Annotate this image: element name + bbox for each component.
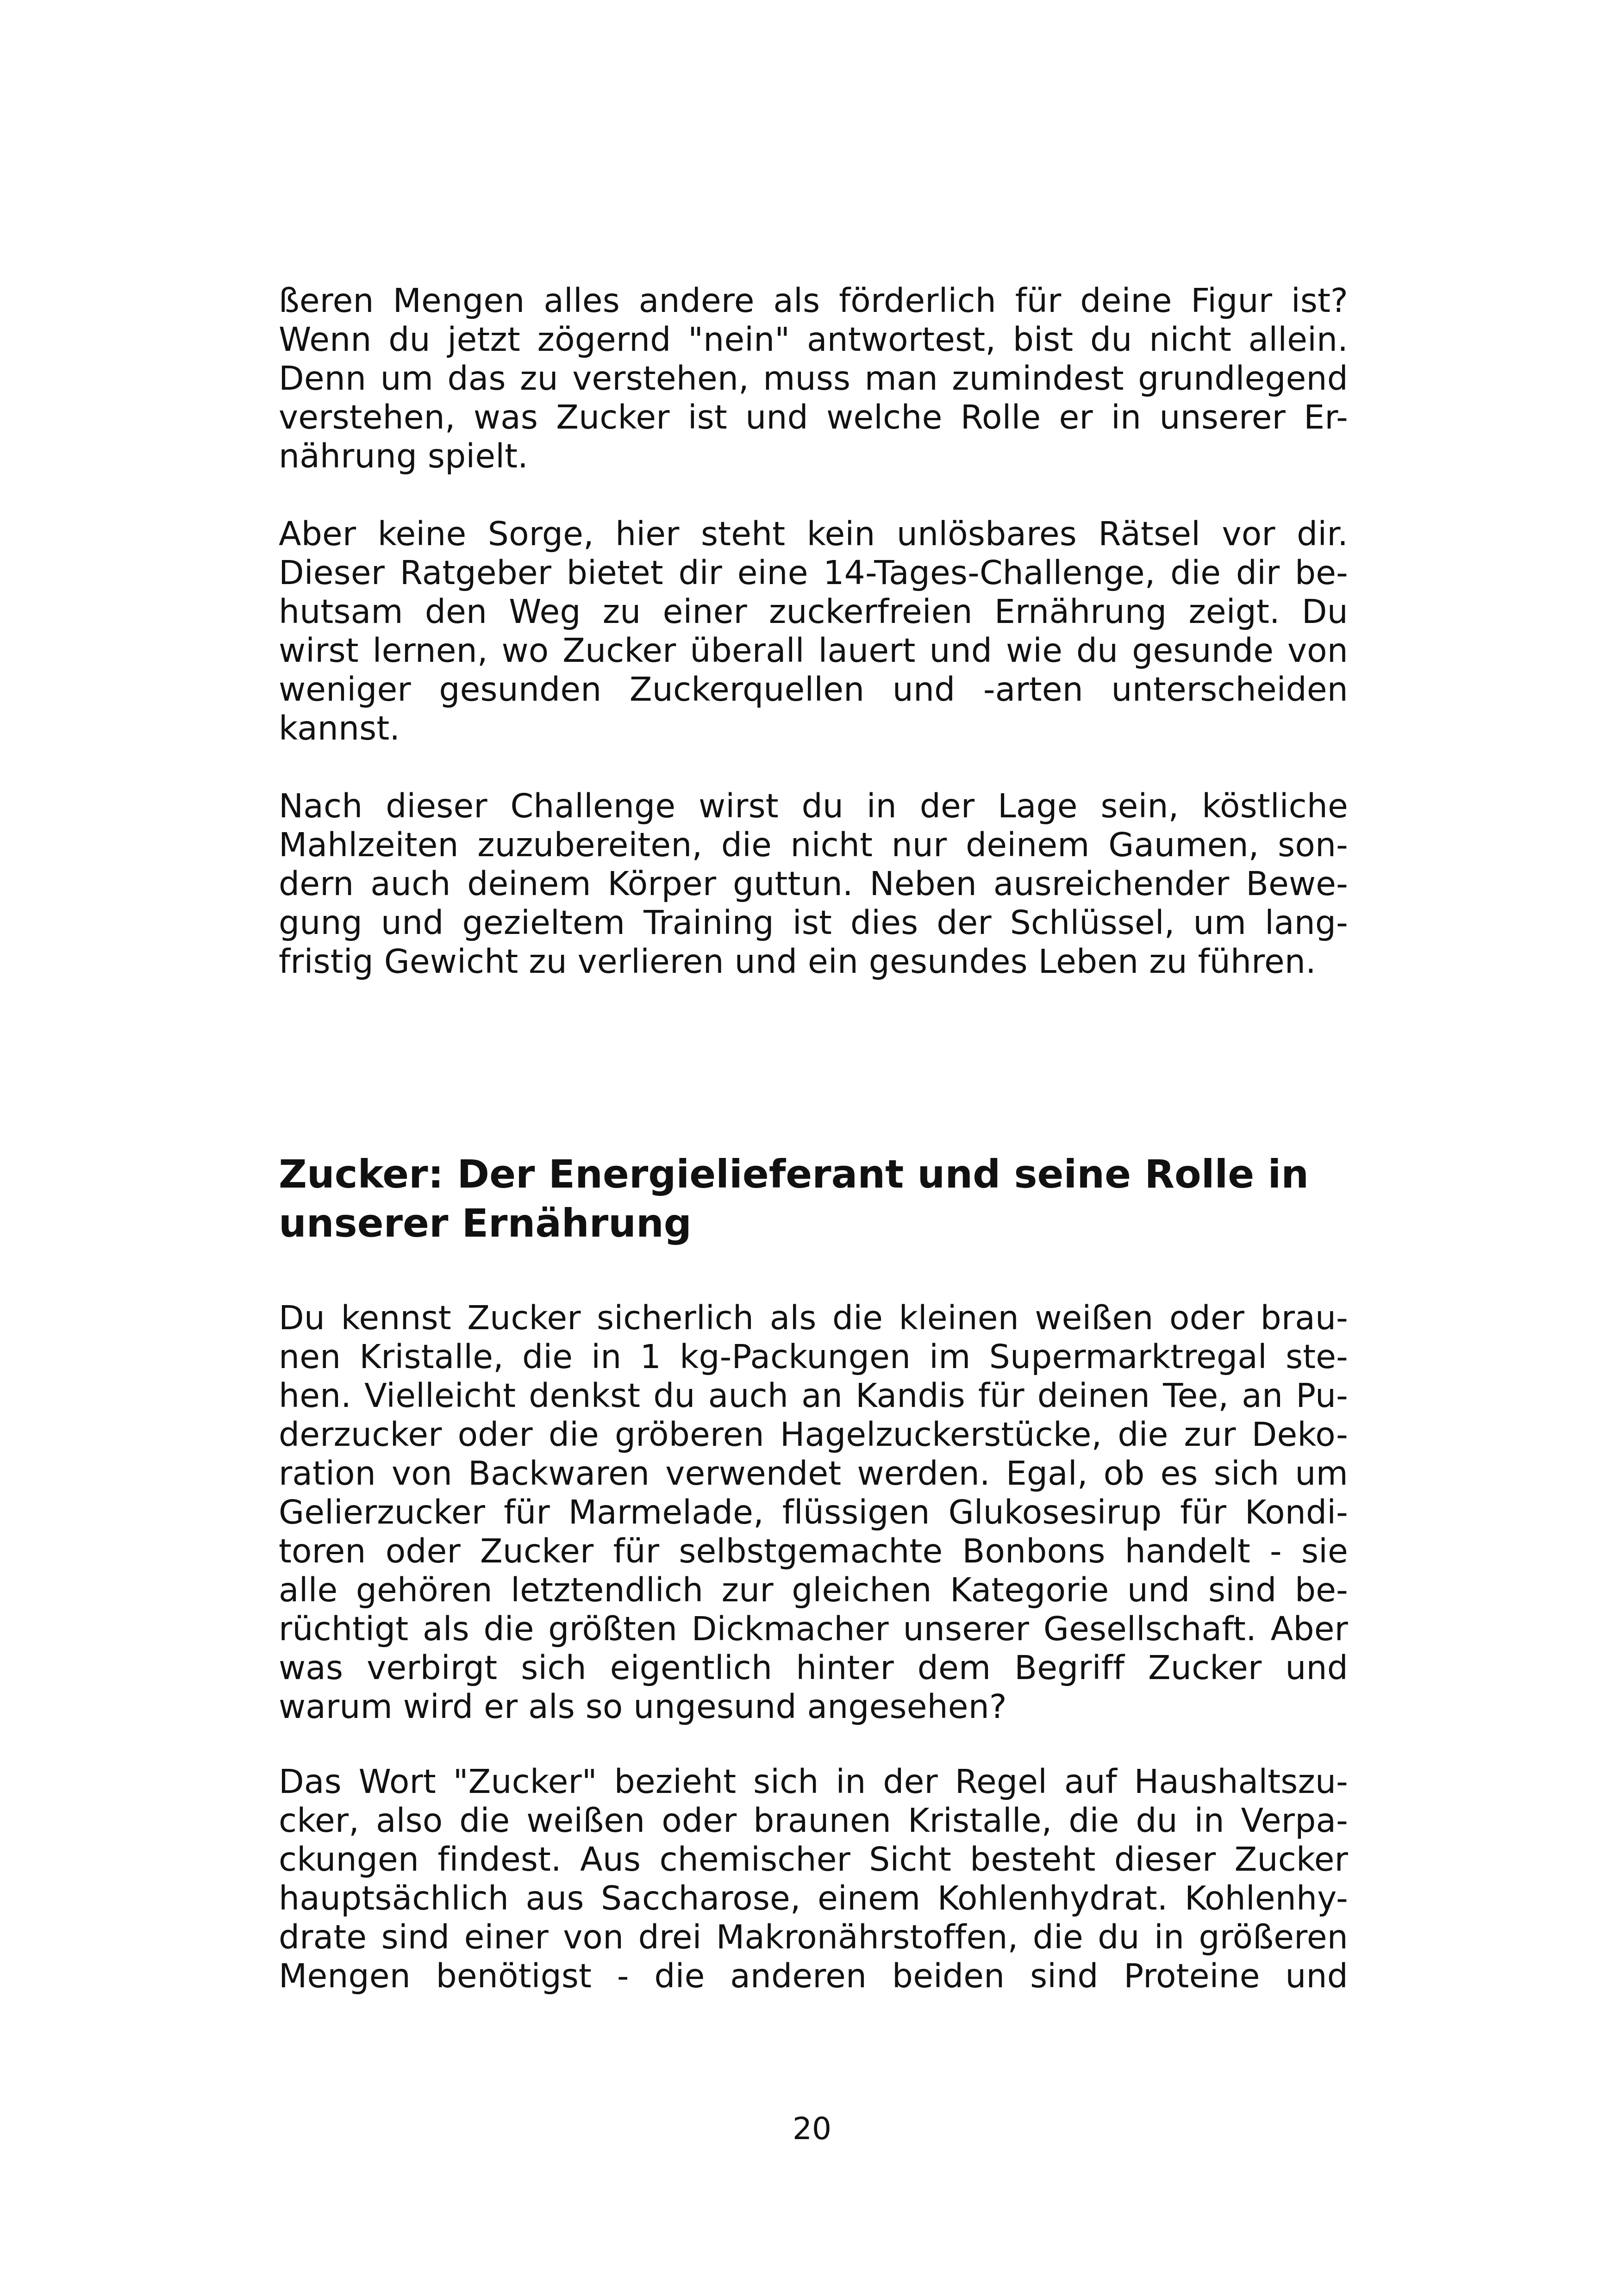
heading-line: unserer Ernährung [279, 1201, 692, 1246]
text-line: ckungen findest. Aus chemischer Sicht besteht dieser Zucker [279, 1840, 1348, 1879]
text-line: kannst. [279, 709, 400, 747]
text-line: Mahlzeiten zuzubereiten, die nicht nur deinem Gaumen, son- [279, 826, 1348, 864]
page-number: 20 [793, 2111, 831, 2147]
text-line: hen. Vielleicht denkst du auch an Kandis für deinen Tee, an Pu- [279, 1376, 1348, 1415]
text-line: Das Wort "Zucker" bezieht sich in der Regel auf Haushaltszu- [279, 1762, 1348, 1801]
text-line: toren oder Zucker für selbstgemachte Bonbons handelt - sie [279, 1532, 1348, 1570]
section-paragraph-2 [279, 1762, 1348, 1996]
text-line: nährung spielt. [279, 437, 528, 475]
text-line: derzucker oder die gröberen Hagelzuckerstücke, die zur Deko- [279, 1415, 1348, 1454]
paragraph-3 [279, 787, 1348, 981]
text-line: hauptsächlich aus Saccharose, einem Kohlenhydrat. Kohlenhy- [279, 1879, 1348, 1917]
text-line: ßeren Mengen alles andere als förderlich für deine Figur ist? [279, 281, 1348, 320]
text-line: Mengen benötigst - die anderen beiden sind Proteine und [279, 1957, 1348, 1995]
heading-line: Zucker: Der Energielieferant und seine Rolle in [279, 1151, 1309, 1197]
text-line: Aber keine Sorge, hier steht kein unlösbares Rätsel vor dir. [279, 515, 1348, 553]
text-line: ration von Backwaren verwendet werden. Egal, ob es sich um [279, 1454, 1348, 1493]
section-heading [279, 1150, 1390, 1248]
text-line: rüchtigt als die größten Dickmacher unserer Gesellschaft. Aber [279, 1610, 1348, 1648]
text-line: fristig Gewicht zu verlieren und ein gesundes Leben zu führen. [279, 942, 1316, 981]
text-line: hutsam den Weg zu einer zuckerfreien Ernährung zeigt. Du [279, 592, 1348, 631]
text-line: Nach dieser Challenge wirst du in der Lage sein, köstliche [279, 787, 1348, 825]
paragraph-1 [279, 281, 1348, 476]
text-line: Denn um das zu verstehen, muss man zumindest grundlegend [279, 359, 1348, 398]
text-line: alle gehören letztendlich zur gleichen Kategorie und sind be- [279, 1571, 1348, 1609]
text-line: verstehen, was Zucker ist und welche Rolle er in unserer Er- [279, 398, 1348, 436]
text-line: cker, also die weißen oder braunen Kristalle, die du in Verpa- [279, 1801, 1348, 1840]
text-line: weniger gesunden Zuckerquellen und -arten unterscheiden [279, 670, 1348, 709]
text-line: Wenn du jetzt zögernd "nein" antwortest, bist du nicht allein. [279, 320, 1348, 359]
text-line: nen Kristalle, die in 1 kg-Packungen im Supermarktregal ste- [279, 1338, 1348, 1376]
section-paragraph-1 [279, 1299, 1348, 1726]
text-line: gung und gezieltem Training ist dies der Schlüssel, um lang- [279, 903, 1348, 942]
text-line: dern auch deinem Körper guttun. Neben ausreichender Bewe- [279, 865, 1348, 903]
text-line: Du kennst Zucker sicherlich als die kleinen weißen oder brau- [279, 1299, 1348, 1337]
text-line: was verbirgt sich eigentlich hinter dem Begriff Zucker und [279, 1649, 1348, 1687]
text-line: drate sind einer von drei Makronährstoffen, die du in größeren [279, 1918, 1348, 1956]
text-line: wirst lernen, wo Zucker überall lauert und wie du gesunde von [279, 631, 1348, 670]
text-line: Gelierzucker für Marmelade, flüssigen Glukosesirup für Kondi- [279, 1493, 1348, 1531]
text-line: warum wird er als so ungesund angesehen? [279, 1687, 1007, 1726]
text-line: Dieser Ratgeber bietet dir eine 14-Tages-Challenge, die dir be- [279, 554, 1348, 592]
paragraph-2 [279, 515, 1348, 748]
